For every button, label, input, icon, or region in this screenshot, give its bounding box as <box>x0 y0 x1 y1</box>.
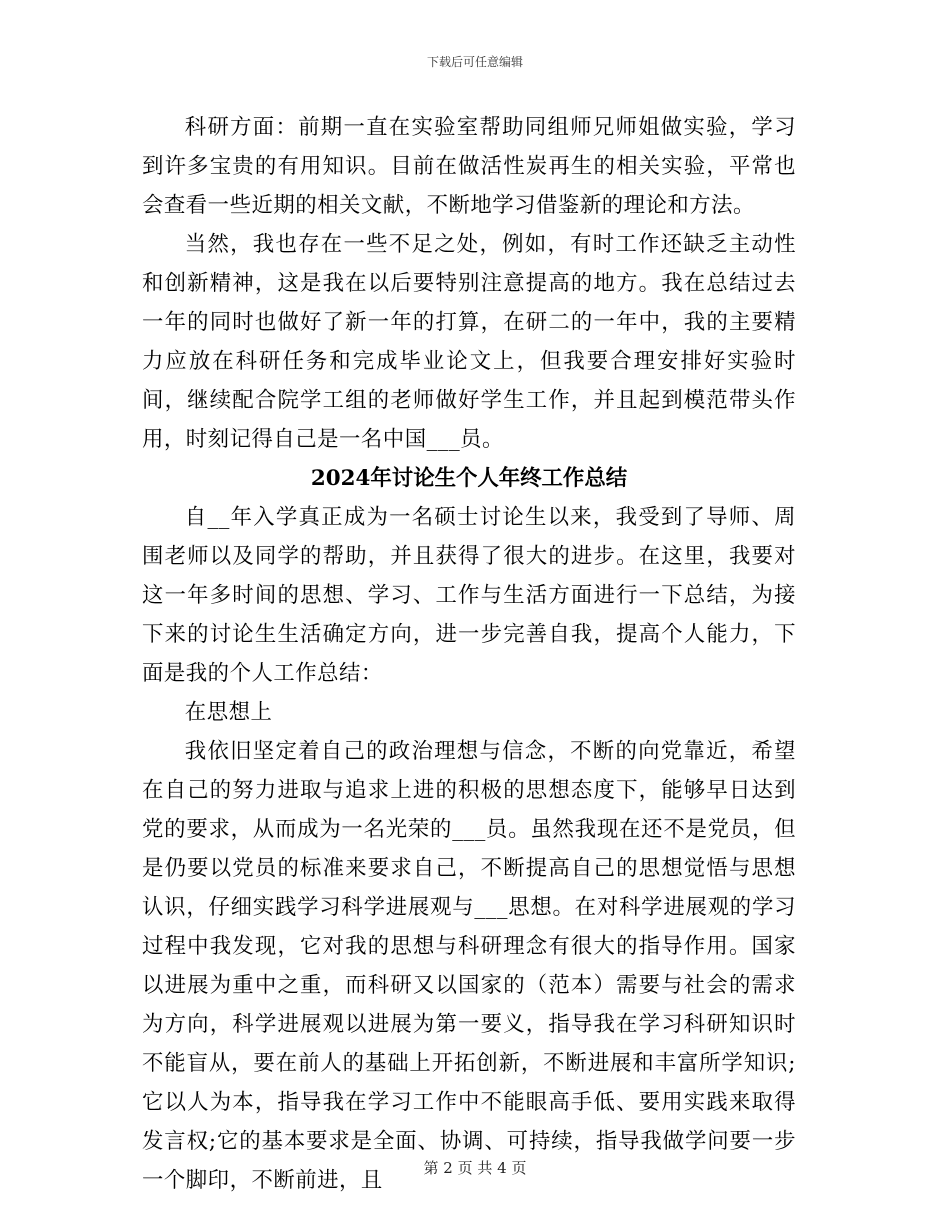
section-heading-thought: 在思想上 <box>184 700 273 725</box>
document-title: 2024年讨论生个人年终工作总结 <box>310 466 628 491</box>
page-header-note: 下载后可任意编辑 <box>426 55 523 69</box>
paragraph-intro: 自__年入学真正成为一名硕士讨论生以来，我受到了导师、周围老师以及同学的帮助，并且获得了很大的进步。在这里，我要对这一年多时间的思想、学习、工作与生活方面进行一下总结，为接下来的讨论生生活确定方向，进一步完善自我，提高个人能力，下面是我的个人工作总结： <box>142 505 796 686</box>
paragraph-research: 科研方面：前期一直在实验室帮助同组师兄师姐做实验，学习到许多宝贵的有用知识。目前在做活性炭再生的相关实验，平常也会查看一些近期的相关文献，不断地学习借鉴新的理论和方法。 <box>142 115 796 218</box>
paragraph-shortcomings: 当然，我也存在一些不足之处，例如，有时工作还缺乏主动性和创新精神，这是我在以后要特别注意提高的地方。我在总结过去一年的同时也做好了新一年的打算，在研二的一年中，我的主要精力应放在科研任务和完成毕业论文上，但我要合理安排好实验时间，继续配合院学工组的老师做好学生工作，并且起到模范带头作用，时刻记得自己是一名中国___员。 <box>142 232 796 452</box>
document-body <box>142 108 796 1200</box>
paragraph-thought: 我依旧坚定着自己的政治理想与信念，不断的向党靠近，希望在自己的努力进取与追求上进的积极的思想态度下，能够早日达到党的要求，从而成为一名光荣的___员。虽然我现在还不是党员，但是仍要以党员的标准来要求自己，不断提高自己的思想觉悟与思想认识，仔细实践学习科学进展观与___思想。在对科学进展观的学习过程中我发现，它对我的思想与科研理念有很大的指导作用。国家以进展为重中之重，而科研又以国家的（范本）需要与社会的需求为方向，科学进展观以进展为第一要义，指导我在学习科研知识时不能盲从，要在前人的基础上开拓创新，不断进展和丰富所学知识;它以人为本，指导我在学习工作中不能眼高手低、要用实践来取得发言权;它的基本要求是全面、协调、可持续，指导我做学问要一步一个脚印，不断前进，且 <box>142 739 796 1193</box>
page-number: 第 2 页 共 4 页 <box>423 1159 527 1177</box>
